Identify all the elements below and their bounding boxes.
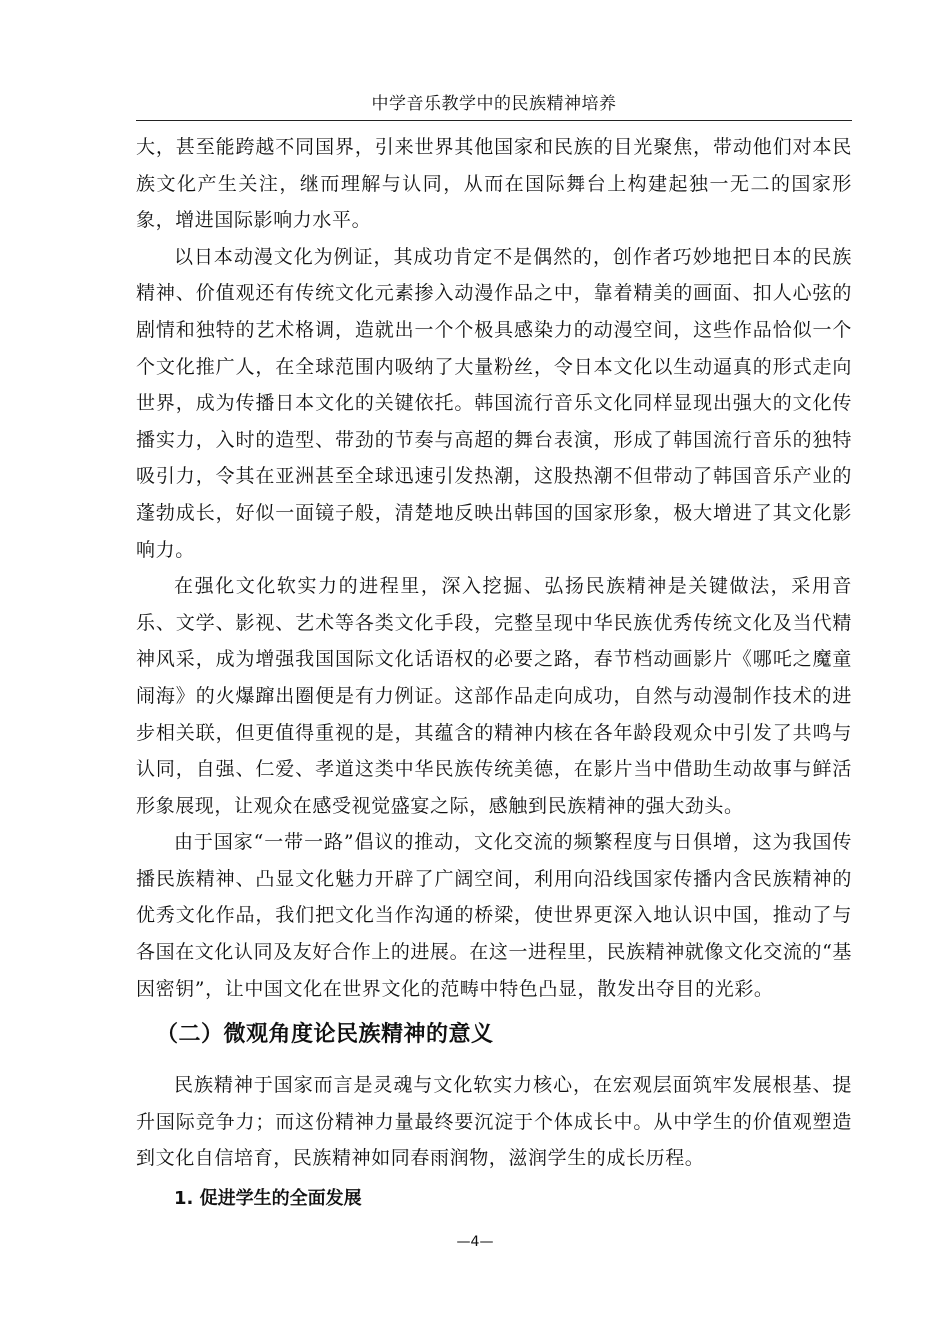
body-paragraph-japan-anime: 以日本动漫文化为例证，其成功肯定不是偶然的，创作者巧妙地把日本的民族精神、价值观还有传统文化元素掺入动漫作品之中，靠着精美的画面、扣人心弦的剧情和独特的艺术格调，造就出一个个极具感染力的动漫空间，这些作品恰似一个个文化推广人，在全球范围内吸纳了大量粉丝，令日本文化以生动逼真的形式走向世界，成为传播日本文化的关键依托。韩国流行音乐文化同样显现出强大的文化传播实力，入时的造型、带劲的节奏与高超的舞台表演，形成了韩国流行音乐的独特吸引力，令其在亚洲甚至全球迅速引发热潮，这股热潮不但带动了韩国音乐产业的蓬勃成长，好似一面镜子般，清楚地反映出韩国的国家形象，极大增进了其文化影响力。 (136, 245, 852, 561)
page-body (136, 129, 852, 1217)
header-title: 中学音乐教学中的民族精神培养 (371, 94, 617, 114)
page-number: —4— (456, 1234, 494, 1250)
body-paragraph-continued: 大，甚至能跨越不同国界，引来世界其他国家和民族的目光聚焦，带动他们对本民族文化产生关注，继而理解与认同，从而在国际舞台上构建起独一无二的国家形象，增进国际影响力水平。 (136, 136, 852, 232)
subsection-heading: 1. 促进学生的全面发展 (174, 1188, 362, 1210)
body-paragraph-belt-and-road: 由于国家“一带一路”倡议的推动，文化交流的频繁程度与日俱增，这为我国传播民族精神、凸显文化魅力开辟了广阔空间，利用向沿线国家传播内含民族精神的优秀文化作品，我们把文化当作沟通的桥梁，使世界更深入地认识中国，推动了与各国在文化认同及友好合作上的进展。在这一进程里，民族精神就像文化交流的“基因密钥”，让中国文化在世界文化的范畴中特色凸显，散发出夺目的光彩。 (136, 831, 852, 1000)
body-paragraph-soft-power: 在强化文化软实力的进程里，深入挖掘、弘扬民族精神是关键做法，采用音乐、文学、影视、艺术等各类文化手段，完整呈现中华民族优秀传统文化及当代精神风采，成为增强我国国际文化话语权的必要之路，春节档动画影片《哪吒之魔童闹海》的火爆蹿出圈便是有力例证。这部作品走向成功，自然与动漫制作技术的进步相关联，但更值得重视的是，其蕴含的精神内核在各年龄段观众中引发了共鸣与认同，自强、仁爱、孝道这类中华民族传统美德，在影片当中借助生动故事与鲜活形象展现，让观众在感受视觉盛宴之际，感触到民族精神的强大劲头。 (136, 575, 852, 817)
section-heading: （二）微观角度论民族精神的意义 (156, 1022, 494, 1048)
section-paragraph: 民族精神于国家而言是灵魂与文化软实力核心，在宏观层面筑牢发展根基、提升国际竞争力；而这份精神力量最终要沉淀于个体成长中。从中学生的价值观塑造到文化自信培育，民族精神如同春雨润物，滋润学生的成长历程。 (136, 1074, 852, 1170)
page-header (136, 92, 852, 121)
